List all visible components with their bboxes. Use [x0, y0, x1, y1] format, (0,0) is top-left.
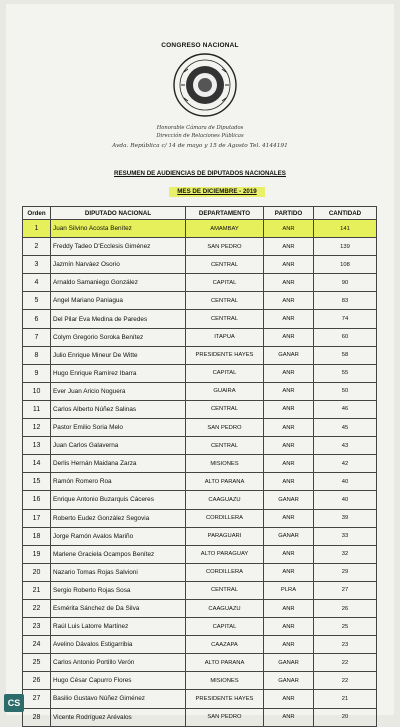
cell-partido: ANR — [264, 400, 314, 418]
cell-orden: 27 — [23, 690, 51, 708]
cell-orden: 9 — [23, 364, 51, 382]
cell-orden: 28 — [23, 708, 51, 726]
cell-orden: 10 — [23, 382, 51, 400]
cell-orden: 26 — [23, 672, 51, 690]
cell-orden: 24 — [23, 636, 51, 654]
table-row — [23, 346, 377, 364]
cell-partido: GANAR — [264, 491, 314, 509]
cell-partido: ANR — [264, 545, 314, 563]
cell-departamento: MISIONES — [186, 672, 264, 690]
cell-departamento: GUAIRA — [186, 382, 264, 400]
cell-departamento: ALTO PARANA — [186, 473, 264, 491]
table-row — [23, 708, 377, 726]
cell-departamento: CAPITAL — [186, 618, 264, 636]
cell-orden: 23 — [23, 618, 51, 636]
cell-diputado: Nazario Tomas Rojas Salvioni — [51, 563, 186, 581]
cell-partido: PLRA — [264, 581, 314, 599]
cell-departamento: CORDILLERA — [186, 563, 264, 581]
table-row — [23, 509, 377, 527]
cell-partido: ANR — [264, 274, 314, 292]
table-row — [23, 292, 377, 310]
cell-cantidad: 141 — [314, 220, 377, 238]
audiences-table — [22, 206, 377, 727]
cell-cantidad: 33 — [314, 527, 377, 545]
cell-orden: 5 — [23, 292, 51, 310]
cell-cantidad: 22 — [314, 654, 377, 672]
column-header-orden: Orden — [23, 207, 51, 220]
cell-orden: 18 — [23, 527, 51, 545]
cell-cantidad: 74 — [314, 310, 377, 328]
cell-cantidad: 22 — [314, 672, 377, 690]
cell-cantidad: 29 — [314, 563, 377, 581]
cell-departamento: PRESIDENTE HAYES — [186, 690, 264, 708]
cell-diputado: Marlene Graciela Ocampos Benítez — [51, 545, 186, 563]
cell-cantidad: 90 — [314, 274, 377, 292]
cell-cantidad: 39 — [314, 509, 377, 527]
cell-partido: GANAR — [264, 654, 314, 672]
table-header-row — [23, 207, 377, 220]
cell-diputado: Roberto Eudez González Segovia — [51, 509, 186, 527]
table-row — [23, 455, 377, 473]
cell-departamento: SAN PEDRO — [186, 419, 264, 437]
coat-of-arms-seal-icon — [172, 52, 238, 118]
cell-orden: 1 — [23, 220, 51, 238]
cell-diputado: Enrique Antonio Buzarquis Cáceres — [51, 491, 186, 509]
department-name: Dirección de Relaciones Públicas — [156, 133, 244, 139]
table-row — [23, 310, 377, 328]
cell-cantidad: 45 — [314, 419, 377, 437]
cell-orden: 16 — [23, 491, 51, 509]
cell-diputado: Vicente Rodríguez Arévalos — [51, 708, 186, 726]
cell-partido: ANR — [264, 310, 314, 328]
cell-diputado: Esmérita Sánchez de Da Silva — [51, 599, 186, 617]
cell-diputado: Angel Mariano Paniagua — [51, 292, 186, 310]
cell-diputado: Jazmín Narváez Osorio — [51, 256, 186, 274]
cell-cantidad: 26 — [314, 599, 377, 617]
cell-cantidad: 108 — [314, 256, 377, 274]
column-header-partido: PARTIDO — [264, 207, 314, 220]
cell-cantidad: 60 — [314, 328, 377, 346]
cell-partido: ANR — [264, 599, 314, 617]
cell-partido: ANR — [264, 437, 314, 455]
cell-cantidad: 32 — [314, 545, 377, 563]
cell-orden: 14 — [23, 455, 51, 473]
cell-diputado: Arnaldo Samaniego González — [51, 274, 186, 292]
cell-cantidad: 20 — [314, 708, 377, 726]
cell-diputado: Freddy Tadeo D'Ecclesis Giménez — [51, 238, 186, 256]
cell-departamento: AMAMBAY — [186, 220, 264, 238]
cell-cantidad: 50 — [314, 382, 377, 400]
cell-diputado: Colym Gregorio Soroka Benítez — [51, 328, 186, 346]
institution-name: Honorable Cámara de Diputados — [156, 125, 244, 131]
cell-orden: 8 — [23, 346, 51, 364]
cell-partido: GANAR — [264, 346, 314, 364]
cell-departamento: ALTO PARANA — [186, 654, 264, 672]
cell-orden: 13 — [23, 437, 51, 455]
cell-diputado: Hugo Enrique Ramírez Ibarra — [51, 364, 186, 382]
cell-partido: ANR — [264, 636, 314, 654]
cell-diputado: Ever Juan Aricio Noguera — [51, 382, 186, 400]
cell-orden: 21 — [23, 581, 51, 599]
cell-orden: 22 — [23, 599, 51, 617]
table-row — [23, 545, 377, 563]
cell-diputado: Juan Silvino Acosta Benítez — [51, 220, 186, 238]
table-row — [23, 256, 377, 274]
document-header — [0, 0, 400, 200]
cell-diputado: Derlis Hernán Maidana Zarza — [51, 455, 186, 473]
cell-departamento: CENTRAL — [186, 400, 264, 418]
cell-partido: ANR — [264, 382, 314, 400]
cell-partido: ANR — [264, 220, 314, 238]
table-row — [23, 491, 377, 509]
organization-name: CONGRESO NACIONAL — [161, 42, 239, 49]
cell-partido: ANR — [264, 292, 314, 310]
cell-cantidad: 58 — [314, 346, 377, 364]
cell-partido: ANR — [264, 364, 314, 382]
cell-diputado: Pastor Emilio Soria Melo — [51, 419, 186, 437]
cell-diputado: Jorge Ramón Avalos Mariño — [51, 527, 186, 545]
column-header-cantidad: CANTIDAD — [314, 207, 377, 220]
cell-departamento: CORDILLERA — [186, 509, 264, 527]
cell-diputado: Julio Enrique Mineur De Witte — [51, 346, 186, 364]
cell-orden: 12 — [23, 419, 51, 437]
cell-partido: ANR — [264, 473, 314, 491]
cell-cantidad: 83 — [314, 292, 377, 310]
cell-cantidad: 23 — [314, 636, 377, 654]
table-row — [23, 274, 377, 292]
camscanner-badge: CS — [4, 694, 24, 712]
table-row — [23, 581, 377, 599]
table-row — [23, 382, 377, 400]
table-row — [23, 654, 377, 672]
cell-orden: 6 — [23, 310, 51, 328]
cell-cantidad: 55 — [314, 364, 377, 382]
cell-partido: ANR — [264, 509, 314, 527]
table-row — [23, 419, 377, 437]
cell-partido: GANAR — [264, 527, 314, 545]
cell-diputado: Carlos Alberto Núñez Salinas — [51, 400, 186, 418]
cell-orden: 3 — [23, 256, 51, 274]
cell-cantidad: 139 — [314, 238, 377, 256]
period-label: MES DE DICIEMBRE - 2019 — [169, 187, 265, 197]
cell-partido: ANR — [264, 563, 314, 581]
cell-departamento: CAAGUAZU — [186, 491, 264, 509]
cell-diputado: Del Pilar Eva Medina de Paredes — [51, 310, 186, 328]
cell-departamento: SAN PEDRO — [186, 708, 264, 726]
table-body — [23, 220, 377, 727]
cell-partido: GANAR — [264, 672, 314, 690]
cell-orden: 4 — [23, 274, 51, 292]
address-line: Avda. República c/ 14 de mayo y 15 de Agosto Tel. 4144191 — [112, 143, 288, 149]
cell-orden: 17 — [23, 509, 51, 527]
cell-partido: ANR — [264, 618, 314, 636]
document-title: RESUMEN DE AUDIENCIAS DE DIPUTADOS NACIONALES — [114, 170, 286, 177]
cell-departamento: CAPITAL — [186, 274, 264, 292]
cell-departamento: CENTRAL — [186, 581, 264, 599]
cell-diputado: Hugo César Capurro Flores — [51, 672, 186, 690]
cell-diputado: Ramón Romero Roa — [51, 473, 186, 491]
cell-departamento: CENTRAL — [186, 292, 264, 310]
cell-cantidad: 43 — [314, 437, 377, 455]
cell-orden: 2 — [23, 238, 51, 256]
cell-departamento: CAPITAL — [186, 364, 264, 382]
cell-departamento: PRESIDENTE HAYES — [186, 346, 264, 364]
cell-diputado: Sergio Roberto Rojas Sosa — [51, 581, 186, 599]
table-row — [23, 473, 377, 491]
cell-partido: ANR — [264, 455, 314, 473]
table-row — [23, 437, 377, 455]
cell-departamento: ITAPUA — [186, 328, 264, 346]
table-row — [23, 636, 377, 654]
cell-partido: ANR — [264, 690, 314, 708]
cell-departamento: PARAGUARI — [186, 527, 264, 545]
cell-cantidad: 40 — [314, 473, 377, 491]
table-row — [23, 238, 377, 256]
cell-cantidad: 46 — [314, 400, 377, 418]
cell-partido: ANR — [264, 419, 314, 437]
table-row — [23, 400, 377, 418]
cell-orden: 15 — [23, 473, 51, 491]
cell-orden: 19 — [23, 545, 51, 563]
cell-cantidad: 40 — [314, 491, 377, 509]
cell-departamento: MISIONES — [186, 455, 264, 473]
cell-partido: ANR — [264, 238, 314, 256]
cell-partido: ANR — [264, 708, 314, 726]
cell-cantidad: 42 — [314, 455, 377, 473]
cell-departamento: CAAGUAZU — [186, 599, 264, 617]
cell-orden: 25 — [23, 654, 51, 672]
cell-departamento: CENTRAL — [186, 256, 264, 274]
cell-cantidad: 27 — [314, 581, 377, 599]
cell-departamento: ALTO PARAGUAY — [186, 545, 264, 563]
cell-diputado: Carlos Antonio Portillo Verón — [51, 654, 186, 672]
table-row — [23, 563, 377, 581]
cell-orden: 11 — [23, 400, 51, 418]
table-row — [23, 690, 377, 708]
column-header-diputado: DIPUTADO NACIONAL — [51, 207, 186, 220]
cell-orden: 20 — [23, 563, 51, 581]
table-row — [23, 527, 377, 545]
table-row — [23, 328, 377, 346]
cell-diputado: Juan Carlos Galaverna — [51, 437, 186, 455]
cell-partido: ANR — [264, 328, 314, 346]
cell-cantidad: 21 — [314, 690, 377, 708]
table-row — [23, 364, 377, 382]
cell-diputado: Raúl Luis Latorre Martínez — [51, 618, 186, 636]
column-header-departamento: DEPARTAMENTO — [186, 207, 264, 220]
cell-partido: ANR — [264, 256, 314, 274]
cell-departamento: CAAZAPA — [186, 636, 264, 654]
cell-cantidad: 25 — [314, 618, 377, 636]
cell-orden: 7 — [23, 328, 51, 346]
table-row — [23, 220, 377, 238]
cell-departamento: CENTRAL — [186, 310, 264, 328]
table-row — [23, 618, 377, 636]
cell-departamento: CENTRAL — [186, 437, 264, 455]
table-row — [23, 672, 377, 690]
cell-diputado: Basilio Gustavo Núñez Giménez — [51, 690, 186, 708]
cell-diputado: Avelino Dávalos Estigarribia — [51, 636, 186, 654]
table-row — [23, 599, 377, 617]
cell-departamento: SAN PEDRO — [186, 238, 264, 256]
